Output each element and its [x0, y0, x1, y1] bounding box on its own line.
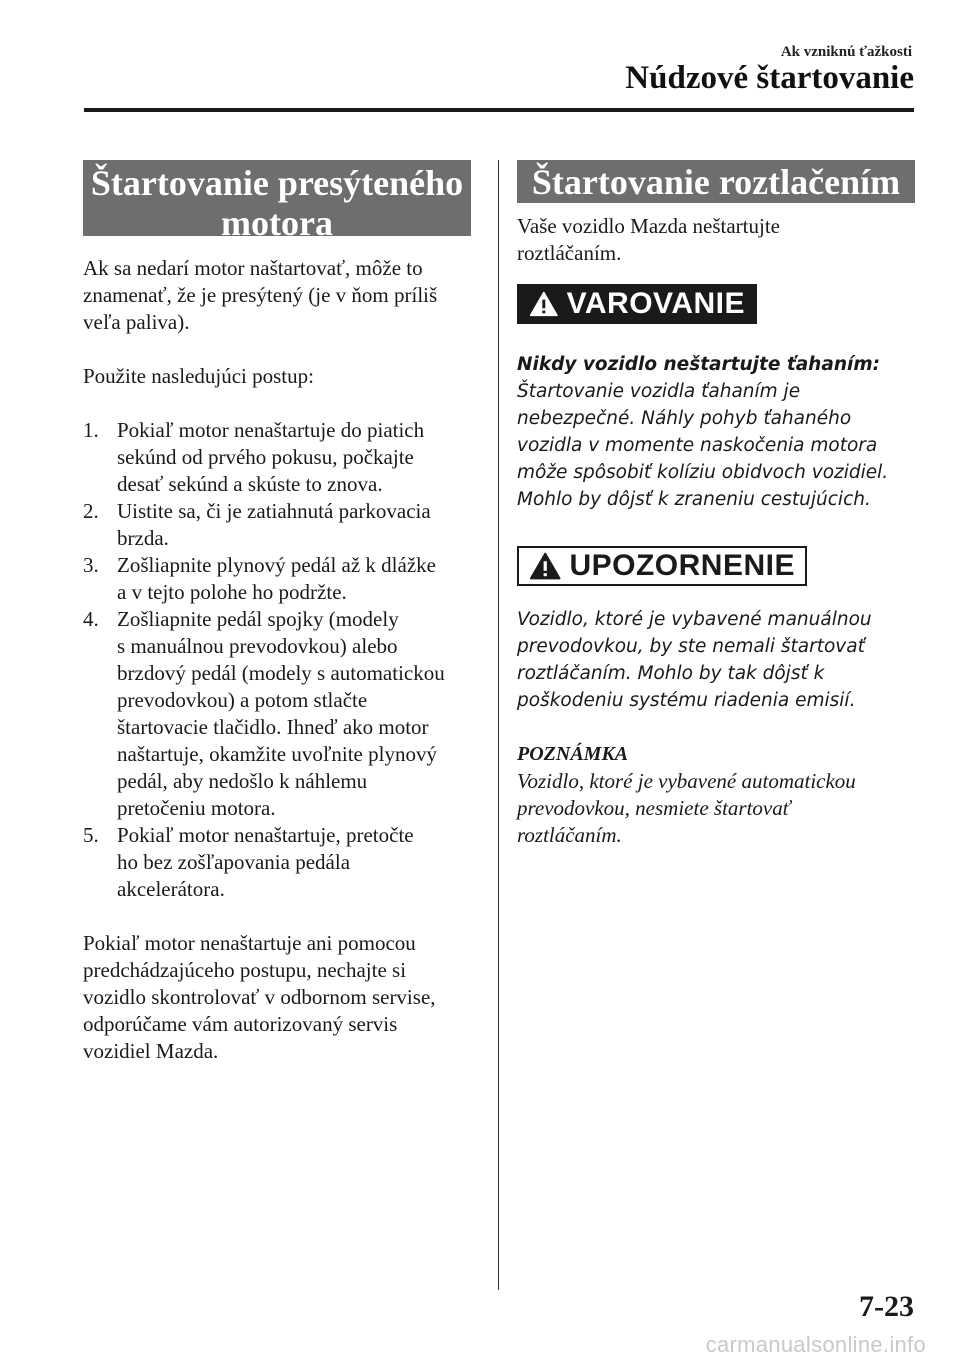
warning-line: nebezpečné. Náhly pohyb ťahaného [517, 408, 852, 429]
step-number: 5. [83, 823, 99, 847]
warning-title: Nikdy vozidlo neštartujte ťahaním: [517, 354, 881, 375]
warning-label: VAROVANIE [566, 287, 745, 320]
warning-line: Štartovanie vozidla ťahaním je [517, 381, 801, 402]
warning-line: vozidla v momente naskočenia motora [517, 435, 878, 456]
section-heading-push-start: Štartovanie roztlačením [517, 160, 915, 203]
intro-line: veľa paliva). [83, 310, 190, 334]
note-line: Vozidlo, ktoré je vybavené automatickou [517, 769, 856, 793]
note-label: POZNÁMKA [517, 743, 629, 765]
step-line: Zošliapnite plynový pedál až k dlážke [117, 553, 436, 577]
caution-line: Vozidlo, ktoré je vybavené manuálnou [517, 609, 872, 630]
note-text [517, 768, 915, 849]
step-line: Pokiaľ motor nenaštartuje do piatich [117, 418, 425, 442]
step-item [83, 498, 471, 552]
page-title: Núdzové štartovanie [625, 60, 914, 96]
intro-line: roztláčaním. [517, 241, 622, 265]
caution-label: UPOZORNENIE [569, 549, 795, 582]
step-item [83, 552, 471, 606]
caution-line: roztláčaním. Mohlo by tak dôjsť k [517, 663, 825, 684]
section-heading-flooded-engine [83, 160, 471, 243]
step-line: Zošliapnite pedál spojky (modely [117, 607, 399, 631]
page-number: 7-23 [859, 1290, 914, 1323]
closing-line: vozidlo skontrolovať v odbornom servise, [83, 985, 436, 1009]
caution-line: prevodovkou, by ste nemali štartovať [517, 636, 865, 657]
watermark: carmanualsonline.info [705, 1332, 926, 1357]
closing-line: predchádzajúceho postupu, nechajte si [83, 958, 407, 982]
right-column [517, 160, 915, 849]
step-number: 2. [83, 499, 99, 523]
header-rule [84, 108, 914, 112]
warning-badge [517, 284, 757, 324]
step-number: 4. [83, 607, 99, 631]
step-item [83, 822, 471, 903]
intro-paragraph [83, 255, 471, 336]
warning-text [517, 378, 915, 513]
intro-line: Ak sa nedarí motor naštartovať, môže to [83, 256, 423, 280]
procedure-steps [83, 417, 471, 903]
column-divider [498, 160, 499, 1290]
step-line: a v tejto polohe ho podržte. [117, 580, 347, 604]
step-line: naštartuje, okamžite uvoľnite plynový [117, 742, 437, 766]
step-line: desať sekúnd a skúste to znova. [117, 472, 383, 496]
step-line: ho bez zošľapovania pedála [117, 850, 351, 874]
step-line: s manuálnou prevodovkou) alebo [117, 634, 398, 658]
step-line: Pokiaľ motor nenaštartuje, pretočte [117, 823, 414, 847]
heading-line-1: Štartovanie presýteného [90, 163, 464, 203]
warning-line: môže spôsobiť kolíziu obidvoch vozidiel. [517, 462, 889, 483]
step-item [83, 606, 471, 822]
procedure-intro: Použite nasledujúci postup: [83, 364, 314, 388]
step-line: akcelerátora. [117, 877, 225, 901]
step-line: sekúnd od prvého pokusu, počkajte [117, 445, 414, 469]
chapter-label: Ak vzniknú ťažkosti [780, 44, 912, 60]
heading-line-2: motora [221, 203, 333, 243]
step-number: 3. [83, 553, 99, 577]
warning-line: Mohlo by dôjsť k zraneniu cestujúcich. [517, 489, 871, 510]
push-start-intro [517, 213, 915, 267]
closing-paragraph [83, 930, 471, 1065]
warning-triangle-icon [529, 551, 561, 581]
step-item [83, 417, 471, 498]
caution-text [517, 606, 915, 714]
caution-badge [517, 546, 807, 586]
step-line: pedál, aby nedošlo k náhlemu [117, 769, 368, 793]
intro-line: Vaše vozidlo Mazda neštartujte [517, 214, 780, 238]
closing-line: vozidiel Mazda. [83, 1039, 219, 1063]
closing-line: odporúčame vám autorizovaný servis [83, 1012, 398, 1036]
caution-line: poškodeniu systému riadenia emisií. [517, 690, 856, 711]
step-line: brzdový pedál (modely s automatickou [117, 661, 445, 685]
closing-line: Pokiaľ motor nenaštartuje ani pomocou [83, 931, 416, 955]
step-line: pretočeniu motora. [117, 796, 276, 820]
step-line: brzda. [117, 526, 169, 550]
step-line: štartovacie tlačidlo. Ihneď ako motor [117, 715, 429, 739]
note-line: roztláčaním. [517, 823, 622, 847]
note-line: prevodovkou, nesmiete štartovať [517, 796, 791, 820]
step-line: Uistite sa, či je zatiahnutá parkovacia [117, 499, 431, 523]
step-line: prevodovkou) a potom stlačte [117, 688, 368, 712]
intro-line: znamenať, že je presýtený (je v ňom príliš [83, 283, 438, 307]
step-number: 1. [83, 418, 99, 442]
warning-triangle-icon [529, 289, 559, 319]
left-column [83, 160, 471, 1065]
